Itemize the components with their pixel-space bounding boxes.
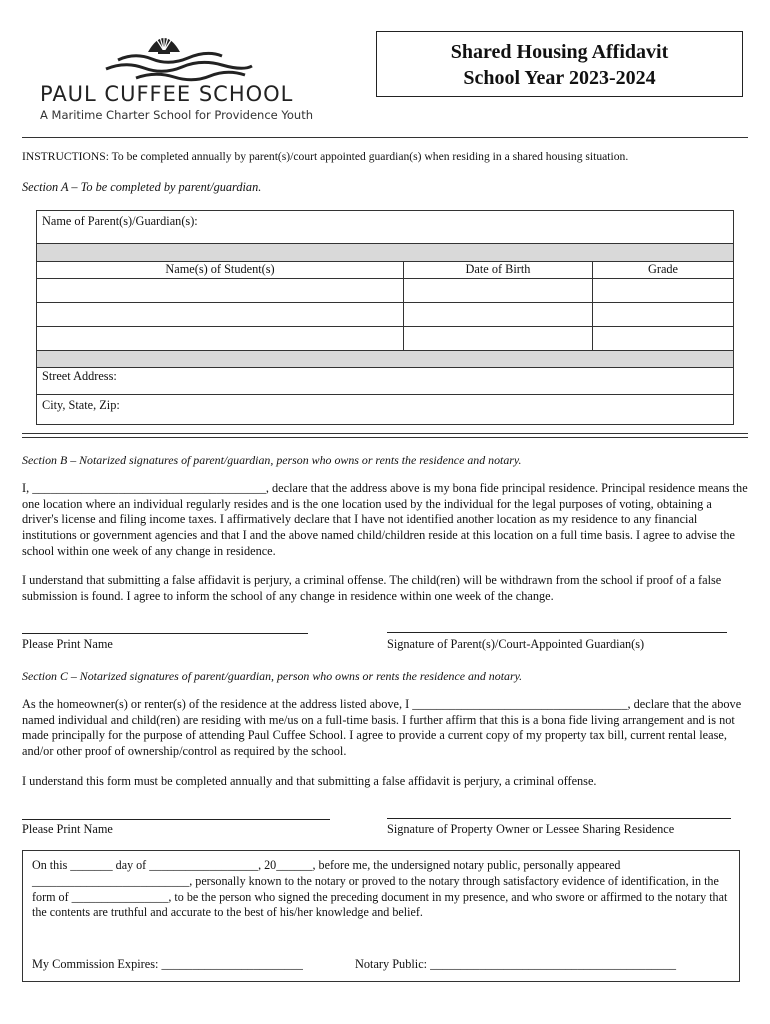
signature-label-c: Signature of Property Owner or Lessee Sharing Residence xyxy=(387,822,675,836)
section-b-perjury-notice: I understand that submitting a false affidavit is perjury, a criminal offense. The child(ren) will be withdrawn from the school if proof of a false submission is found. I agree to inform the school of any change in residence within one week of the change. xyxy=(22,573,722,603)
dob-cell-2[interactable] xyxy=(405,303,591,325)
column-divider xyxy=(592,261,593,350)
header-divider xyxy=(22,137,748,138)
parent-guardian-label: Name of Parent(s)/Guardian(s): xyxy=(42,214,198,228)
print-name-label-b: Please Print Name xyxy=(22,637,113,651)
grade-cell-2[interactable] xyxy=(594,303,732,325)
student-name-cell-3[interactable] xyxy=(38,327,402,349)
column-divider xyxy=(403,261,404,350)
section-b-declaration: I, ______________________________________, declare that the address above is my bona fide principal residence. Principal residence means the one location where an individual regularly resides and is the one location used by the individual for the legal purposes of voting, obtaining a driver's license and filing income taxes. I affirmatively declare that I have not identified another location as my residence to any financial institutions or government agencies and that I and the above named child/children reside at this location on a full time basis. I agree to advise the school within one week of any change in residence. xyxy=(22,481,748,558)
signature-line-b[interactable] xyxy=(387,632,727,633)
school-tagline: A Maritime Charter School for Providence Youth xyxy=(40,108,313,122)
student-name-cell-2[interactable] xyxy=(38,303,402,325)
school-year: School Year 2023-2024 xyxy=(463,67,656,89)
section-c-heading: Section C – Notarized signatures of parent/guardian, person who owns or rents the residence and notary. xyxy=(22,669,523,683)
section-c-perjury-notice: I understand this form must be completed annually and that submitting a false affidavit is perjury, a criminal offense. xyxy=(22,774,597,788)
form-title-box xyxy=(376,31,743,97)
gray-divider xyxy=(37,350,733,368)
dob-cell-3[interactable] xyxy=(405,327,591,349)
print-name-label-c: Please Print Name xyxy=(22,822,113,836)
dob-cell-1[interactable] xyxy=(405,279,591,301)
notary-public-field[interactable]: Notary Public: ________________________________________ xyxy=(355,957,677,971)
notary-statement: On this _______ day of __________________, 20______, before me, the undersigned notary public, personally appeared __________________________, personally known to the notary or proved to the notary through satisfactory evidence of identification, in the form of ________________, to be the person who signed the preceding document in my presence, and who swore or affirmed to the notary that the contents are truthful and accurate to the best of his/her knowledge and belief. xyxy=(32,858,728,920)
section-divider xyxy=(22,433,748,434)
section-divider xyxy=(22,437,748,438)
commission-expires-field[interactable]: My Commission Expires: _______________________ xyxy=(32,957,303,971)
section-a-heading: Section A – To be completed by parent/guardian. xyxy=(22,180,262,194)
student-name-cell-1[interactable] xyxy=(38,279,402,301)
column-header-dob: Date of Birth xyxy=(465,262,531,276)
city-state-zip-input[interactable] xyxy=(140,396,730,423)
signature-label-b: Signature of Parent(s)/Court-Appointed Guardian(s) xyxy=(387,637,645,651)
grade-cell-3[interactable] xyxy=(594,327,732,349)
parent-guardian-input[interactable] xyxy=(230,212,730,242)
grade-cell-1[interactable] xyxy=(594,279,732,301)
form-title: Shared Housing Affidavit xyxy=(450,41,669,63)
gray-divider xyxy=(37,243,733,262)
section-c-declaration: As the homeowner(s) or renter(s) of the residence at the address listed above, I ___________________________________, declare that the above named individual and child(ren) are residing with me/us on a full-time basis. I further affirm that this is a bona fide living arrangement and is not made principally for the purpose of attending Paul Cuffee School. I agree to provide a current copy of my property tax bill, current rental lease, and/or other proof of ownership/control as required by the school. xyxy=(22,697,742,759)
shell-waves-logo-icon xyxy=(40,26,330,86)
street-address-label: Street Address: xyxy=(42,369,117,383)
print-name-line-b[interactable] xyxy=(22,633,308,634)
column-header-grade: Grade xyxy=(647,262,679,276)
signature-line-c[interactable] xyxy=(387,818,731,819)
school-logo xyxy=(40,26,330,126)
print-name-line-c[interactable] xyxy=(22,819,330,820)
instructions-text: INSTRUCTIONS: To be completed annually by parent(s)/court appointed guardian(s) when residing in a shared housing situation. xyxy=(22,150,629,163)
street-address-input[interactable] xyxy=(140,368,730,392)
city-state-zip-label: City, State, Zip: xyxy=(42,398,120,412)
section-b-heading: Section B – Notarized signatures of parent/guardian, person who owns or rents the residence and notary. xyxy=(22,453,522,467)
row-divider xyxy=(37,394,733,395)
column-header-student: Name(s) of Student(s) xyxy=(165,262,275,276)
school-name: PAUL CUFFEE SCHOOL xyxy=(40,82,294,106)
